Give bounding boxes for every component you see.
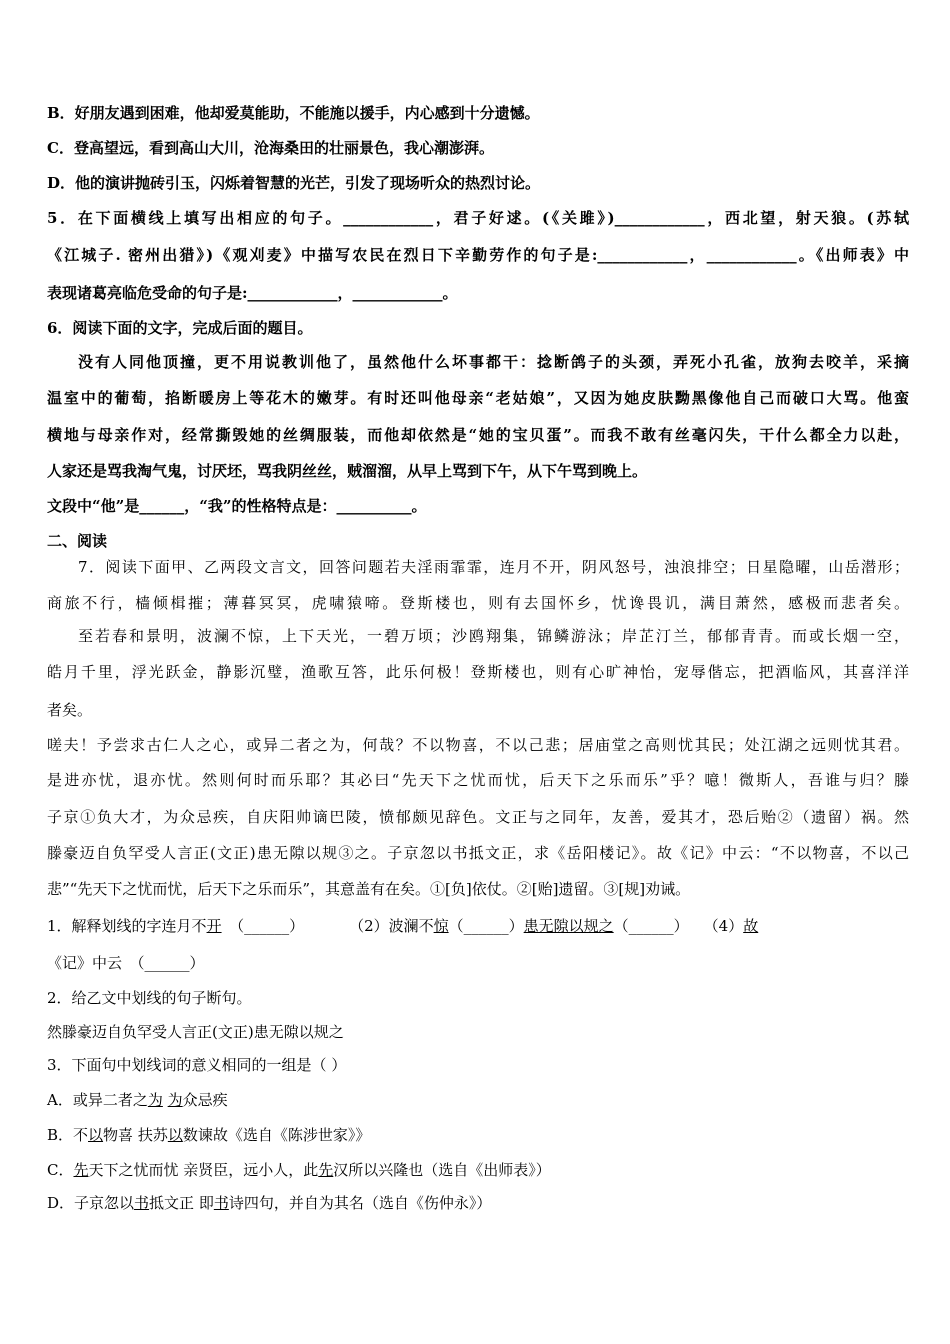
- q6-passage-3: 横地与母亲作对，经常撕毁她的丝绸服装，而他却依然是“她的宝贝蛋”。而我不敢有丝毫闪失，干什么都全力以赴，: [47, 426, 909, 444]
- sub-question-1: [47, 916, 758, 936]
- q6-passage-2: 温室中的葡萄，掐断暖房上等花木的嫩芽。有时还叫他母亲“老姑娘”，又因为她皮肤黝黑像他自己而破口大骂。他蛮: [47, 389, 909, 407]
- underlined-word: 书: [134, 1194, 150, 1212]
- answer-blank: （______） （4）: [613, 917, 744, 935]
- q6-passage-1: 没有人同他顶撞，更不用说教训他了，虽然他什么坏事都干：捻断鸽子的头颈，弄死小孔雀，放狗去咬羊，采摘: [78, 353, 909, 371]
- option-b: B．好朋友遇到困难，他却爱莫能助，不能施以援手，内心感到十分遗憾。: [47, 104, 540, 122]
- underlined-word: 故: [743, 917, 759, 935]
- sub-question-3: 3．下面句中划线词的意义相同的一组是（ ）: [47, 1056, 347, 1074]
- underlined-word: 为: [147, 1091, 163, 1109]
- choice-a: [47, 1090, 228, 1110]
- q5-line3: 表现诸葛亮临危受命的句子是:____________，____________。: [47, 284, 458, 302]
- q7-text-c4: 滕豪迈自负罕受人言正(文正)患无隙以规③之。子京忽以书抵文正，求《岳阳楼记》。故《记》中云：“不以物喜，不以己: [47, 844, 909, 862]
- q7-text-c2: 是进亦忧，退亦忧。然则何时而乐耶？其必曰“先天下之忧而忧，后天下之乐而乐”乎？噫！微斯人，吾谁与归？滕: [47, 771, 909, 789]
- text: 天下之忧而忧 亲贤臣，远小人，此: [88, 1161, 319, 1179]
- text: 1．解释划线的字连月不: [47, 917, 207, 935]
- sub-question-2: 2．给乙文中划线的句子断句。: [47, 989, 252, 1007]
- q5-line1: 5．在下面横线上填写出相应的句子。____________，君子好逑。(《关雎》)____________，西北望，射天狼。(苏轼: [47, 209, 909, 227]
- q5-line2: 《江城子. 密州出猎》)《观刈麦》中描写农民在烈日下辛勤劳作的句子是:____________，____________。《出师表》中: [47, 246, 909, 264]
- sub-question-1-cont: 《记》中云 （______）: [47, 954, 205, 972]
- q7-text-a1: 7．阅读下面甲、乙两段文言文，回答问题若夫淫雨霏霏，连月不开，阴风怒号，浊浪排空；日星隐曜，山岳潜形；: [78, 558, 909, 576]
- choice-c: [47, 1160, 551, 1180]
- option-d: D．他的演讲抛砖引玉，闪烁着智慧的光芒，引发了现场听众的热烈讨论。: [47, 174, 541, 192]
- option-c: C．登高望远，看到高山大川，沧海桑田的壮丽景色，我心潮澎湃。: [47, 139, 494, 157]
- q7-text-b1: 至若春和景明，波澜不惊，上下天光，一碧万顷；沙鸥翔集，锦鳞游泳；岸芷汀兰，郁郁青青。而或长烟一空，: [78, 627, 909, 645]
- text: 数谏故《选自《陈涉世家》》: [182, 1126, 371, 1144]
- underlined-word: 先: [318, 1161, 334, 1179]
- text: 众忌疾: [182, 1091, 228, 1109]
- q7-text-c1: 嗟夫！予尝求古仁人之心，或异二者之为，何哉？不以物喜，不以己悲；居庙堂之高则忧其民；处江湖之远则忧其君。: [47, 736, 909, 754]
- underlined-phrase: 患无隙以规之: [523, 917, 614, 935]
- q6-title: 6．阅读下面的文字，完成后面的题目。: [47, 319, 313, 337]
- q7-text-c5: 悲”“先天下之忧而忧，后天下之乐而乐”，其意盖有在矣。①[负]依仗。②[贻]遗留。③[规]劝诫。: [47, 880, 691, 898]
- text: B．不: [47, 1126, 89, 1144]
- q6-question: 文段中“他”是______，“我”的性格特点是：__________。: [47, 497, 427, 515]
- text: A．或异二者之: [47, 1091, 148, 1109]
- underlined-word: 以: [167, 1126, 183, 1144]
- answer-blank: （______）: [448, 917, 524, 935]
- text: 物喜 扶苏: [103, 1126, 168, 1144]
- text: 诗四句，并自为其名（选自《伤仲永》）: [228, 1194, 492, 1212]
- q7-text-b3: 者矣。: [47, 701, 93, 719]
- underlined-word: 先: [73, 1161, 89, 1179]
- section-heading: 二、阅读: [47, 532, 108, 550]
- underlined-word: 为: [167, 1091, 183, 1109]
- text: C．: [47, 1161, 74, 1179]
- sub-question-2-sentence: 然滕豪迈自负罕受人言正(文正)患无隙以规之: [47, 1023, 344, 1041]
- text: 抵文正 即: [149, 1194, 214, 1212]
- underlined-word: 开: [206, 917, 222, 935]
- underlined-word: 以: [88, 1126, 104, 1144]
- text: D．子京忽以: [47, 1194, 135, 1212]
- underlined-word: 书: [213, 1194, 229, 1212]
- q6-passage-4: 人家还是骂我淘气鬼，讨厌坯，骂我阴丝丝，贼溜溜，从早上骂到下午，从下午骂到晚上。: [47, 462, 648, 480]
- text: （______） （2）波澜不: [221, 917, 434, 935]
- text: 汉所以兴隆也（选自《出师表》）: [333, 1161, 551, 1179]
- choice-d: [47, 1193, 491, 1213]
- q7-text-b2: 皓月千里，浮光跃金，静影沉璧，渔歌互答，此乐何极！登斯楼也，则有心旷神怡，宠辱偕忘，把酒临风，其喜洋洋: [47, 663, 909, 681]
- q7-text-a2: 商旅不行，樯倾楫摧；薄暮冥冥，虎啸猿啼。登斯楼也，则有去国怀乡，忧谗畏讥，满目萧然，感极而悲者矣。: [47, 594, 909, 612]
- q7-text-c3: 子京①负大才，为众忌疾，自庆阳帅谪巴陵，愤郁颇见辞色。文正与之同年，友善，爱其才，恐后贻②（遗留）祸。然: [47, 808, 909, 826]
- underlined-word: 惊: [433, 917, 449, 935]
- choice-b: [47, 1125, 370, 1145]
